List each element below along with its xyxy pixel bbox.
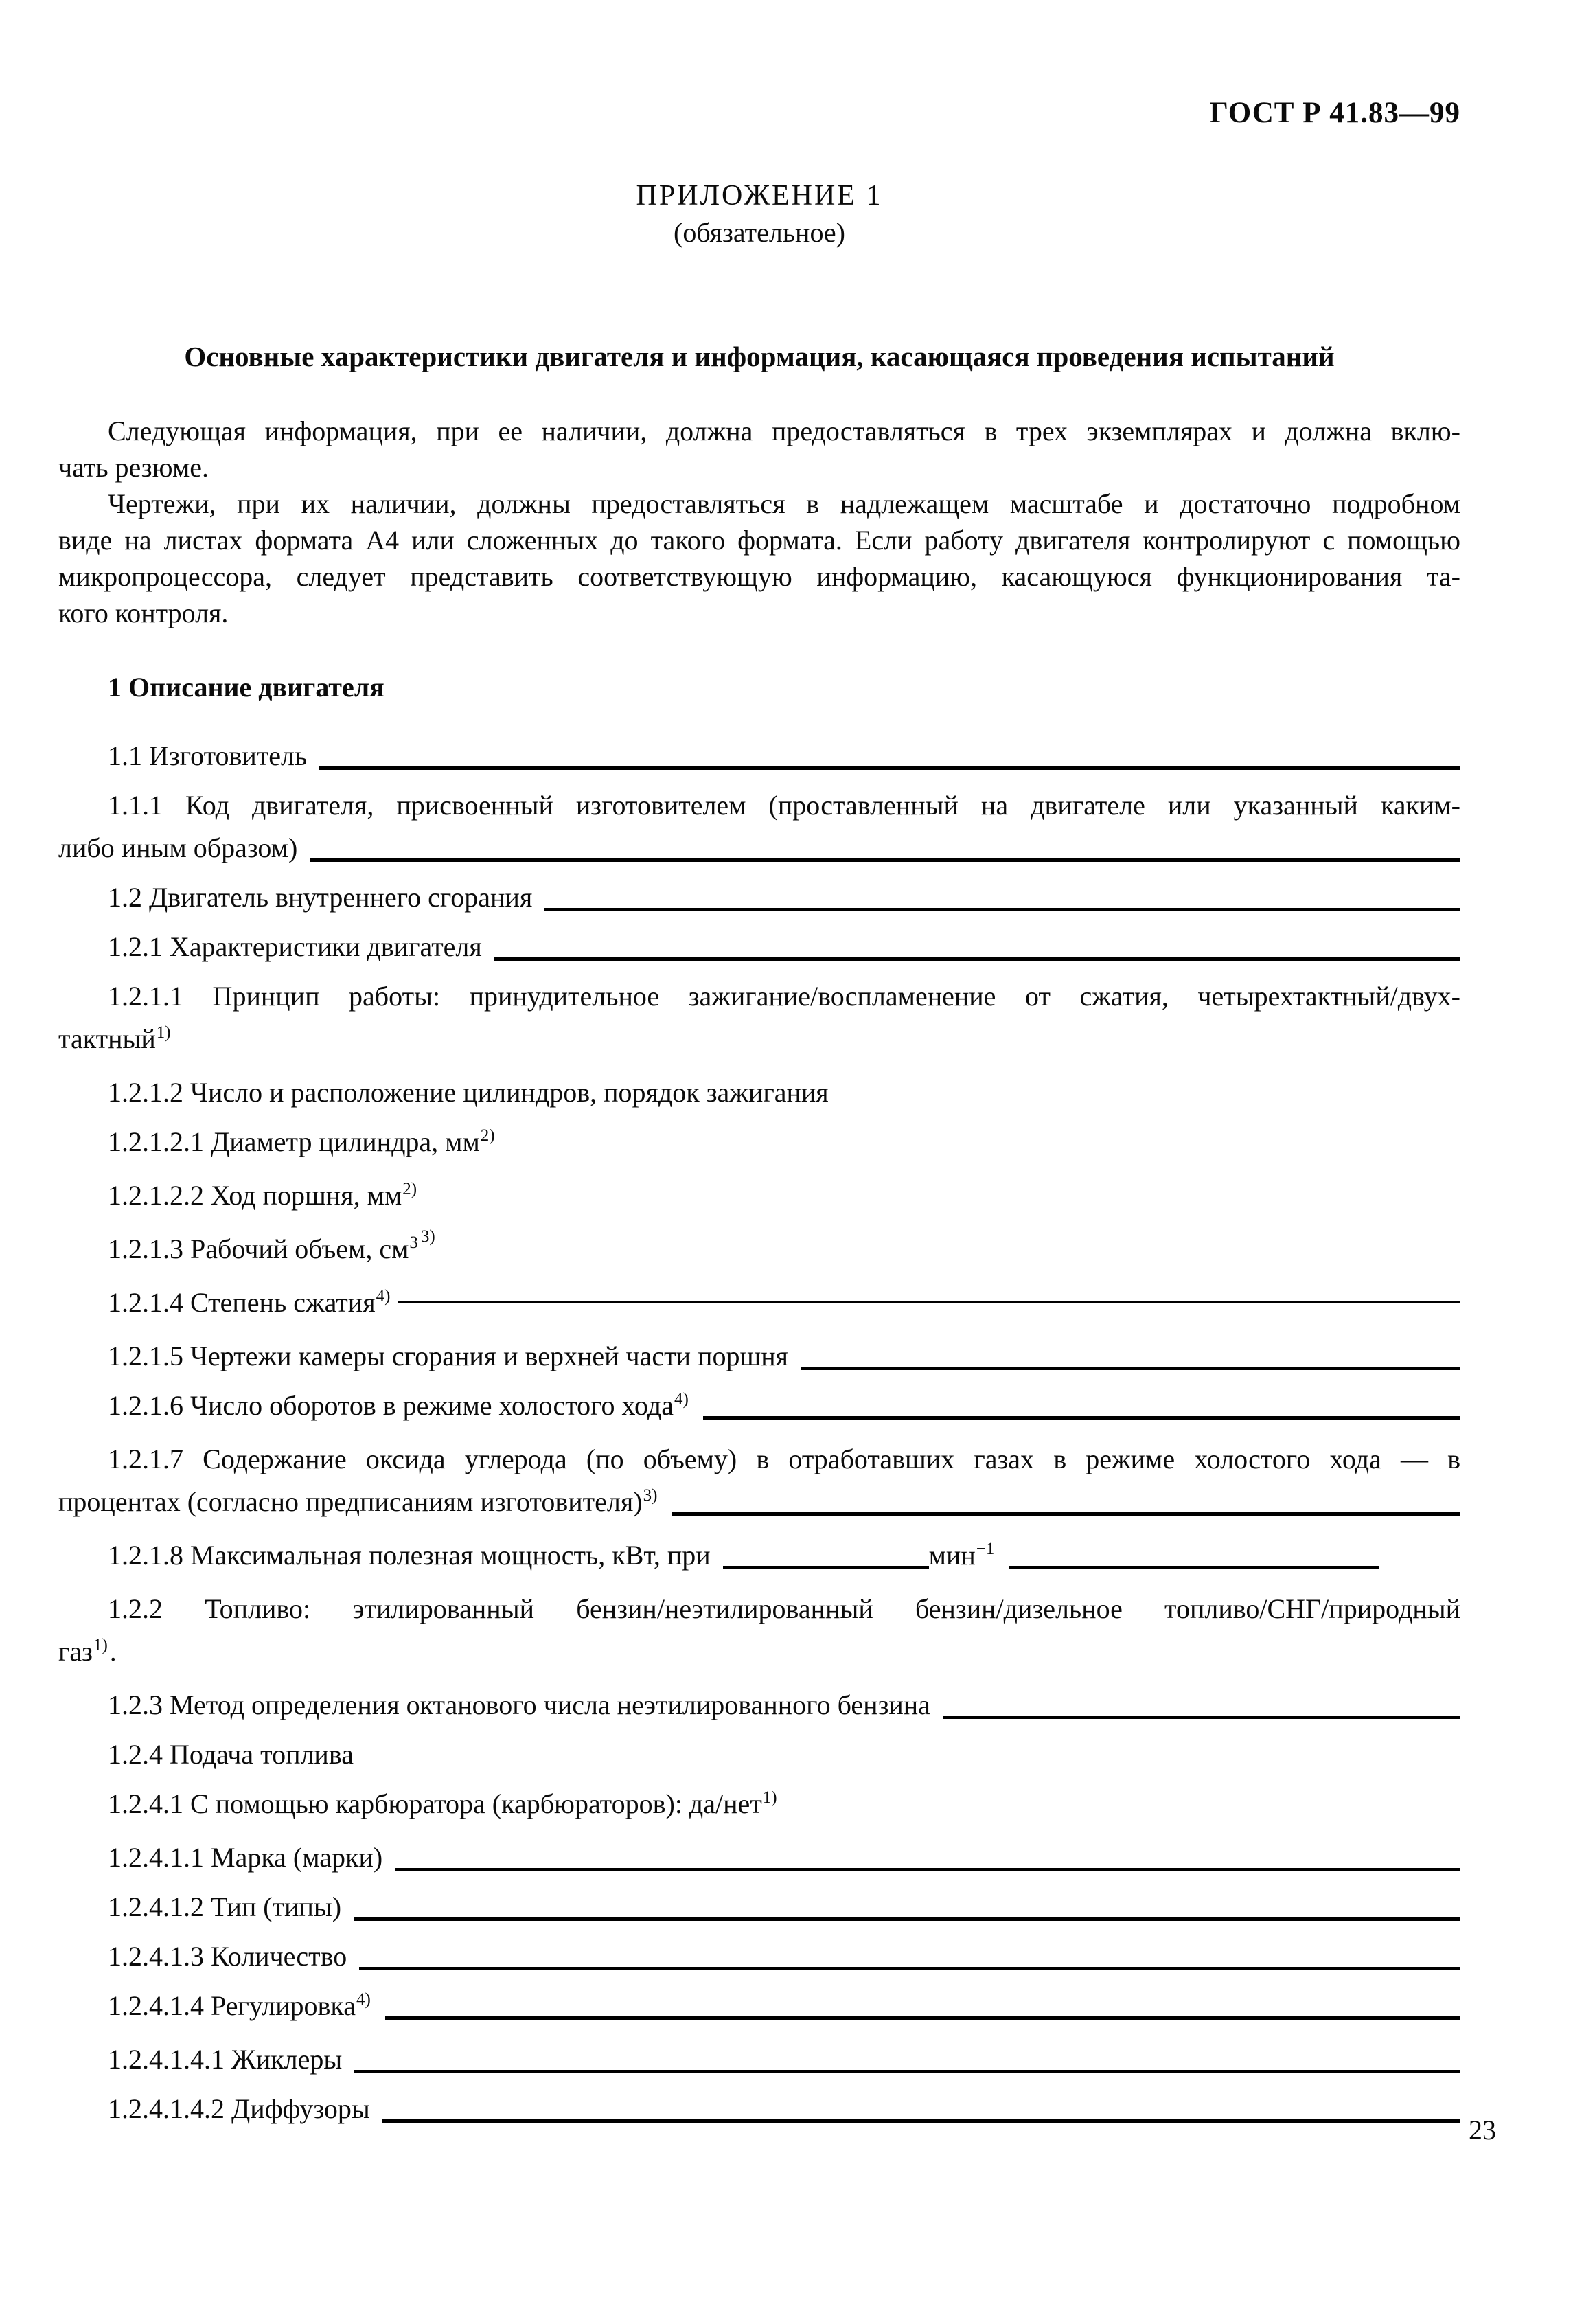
item-text: 1.2 Двигатель внутреннего сгорания [108,882,533,913]
item-text: газ [58,1636,93,1667]
footnote-superscript: 4) [674,1390,689,1409]
item-line [58,1985,1460,2031]
item-line [58,1174,1460,1221]
form-item [58,2088,1460,2130]
item-text: 1.2.4.1.4.1 Жиклеры [108,2044,343,2075]
item-line [58,1836,1460,1879]
item-line [58,1228,1460,1275]
blank-line [943,1716,1460,1719]
item-line [58,827,1460,869]
blank-line [310,858,1460,862]
blank-line [354,2070,1460,2073]
item-line [58,1018,1460,1064]
blank-line [1009,1566,1379,1569]
item-text: 1.2.4.1.1 Марка (марки) [108,1842,383,1873]
item-text: 1.2.1.2.2 Ход поршня, мм [108,1180,402,1211]
form-item [58,1071,1460,1114]
form-item [58,1438,1460,1527]
blank-line [354,1917,1460,1921]
item-text: 1.2.1.2 Число и расположение цилиндров, порядок зажигания [108,1077,829,1108]
footnote-superscript: 1) [762,1788,777,1807]
item-text: 1.2.1.7 Содержание оксида углерода (по объему) в отработавших газах в режиме холостого хода — в [108,1444,1460,1474]
form-item [58,1836,1460,1879]
form-item [58,1783,1460,1830]
item-line [58,1438,1460,1481]
item-text: 1.2.4.1.4.2 Диффузоры [108,2093,370,2124]
item-text: процентах (согласно предписаниям изготовителя) [58,1486,643,1517]
gost-standard-header: ГОСТ Р 41.83—99 [1209,97,1460,129]
item-text: 1.2.1.4 Степень сжатия [108,1287,376,1318]
paragraph-line: микропроцессора, следует представить соответствующую информацию, касающуюся функционирования та- [58,561,1460,592]
paragraph-line: Чертежи, при их наличии, должны предоставляться в надлежащем масштабе и достаточно подробном [108,488,1460,519]
item-text: 1.2.1.6 Число оборотов в режиме холостого хода [108,1390,674,1421]
footnote-superscript: 1) [156,1023,171,1042]
item-line [58,1385,1460,1431]
item-text: 1.2.1.1 Принцип работы: принудительное зажигание/воспламенение от сжатия, четырехтактный/двух- [108,981,1460,1012]
paragraph-line: чать резюме. [58,452,209,483]
item-line [58,784,1460,827]
blank-line [544,908,1460,911]
paragraph-line: кого контроля. [58,597,229,628]
footnote-superscript: 3) [420,1227,435,1246]
item-line [58,975,1460,1018]
item-text: 1.2.4.1.2 Тип (типы) [108,1891,342,1922]
form-item [58,784,1460,869]
form-item [58,1684,1460,1727]
form-item [58,926,1460,968]
item-text: . [109,1636,117,1667]
item-text: 1.1.1 Код двигателя, присвоенный изготовителем (проставленный на двигателе или указанный каким- [108,790,1460,821]
item-text: 1.2.4.1 С помощью карбюратора (карбюраторов): да/нет [108,1788,762,1819]
form-item [58,1733,1460,1776]
form-item [58,1174,1460,1221]
form-item [58,1935,1460,1978]
blank-line [398,1301,1460,1303]
blank-line [359,1967,1460,1970]
footnote-superscript: 4) [376,1287,391,1306]
item-text: 1.2.2 Топливо: этилированный бензин/неэтилированный бензин/дизельное топливо/СНГ/природный [108,1593,1460,1624]
blank-line [723,1566,929,1569]
item-text: 1.2.3 Метод определения октанового числа неэтилированного бензина [108,1689,930,1720]
form-item [58,1228,1460,1275]
item-text: мин [928,1540,976,1571]
paragraph-line: виде на листах формата А4 или сложенных до такого формата. Если работу двигателя контролируют с помощью [58,525,1460,556]
footnote-superscript: 2) [402,1180,417,1198]
item-line [58,1630,1460,1677]
item-line [58,1886,1460,1928]
blank-line [395,1868,1460,1871]
blank-line [703,1416,1460,1420]
form-item [58,1886,1460,1928]
item-line [58,1534,1460,1581]
item-line [58,2088,1460,2130]
blank-line [385,2016,1460,2020]
blank-line [382,2119,1460,2123]
footnote-superscript: 2) [480,1126,495,1145]
item-text: либо иным образом) [58,832,298,863]
footnote-superscript: 4) [356,1990,371,2009]
form-item [58,1588,1460,1677]
blank-line [672,1512,1460,1516]
item-line [58,1684,1460,1727]
item-line [58,926,1460,968]
item-text: 1.2.4 Подача топлива [108,1739,354,1770]
form-item [58,876,1460,919]
item-line [58,1335,1460,1378]
item-line [58,876,1460,919]
item-text: 1.2.1 Характеристики двигателя [108,931,482,962]
intro [58,413,1460,631]
item-line [58,1588,1460,1630]
footnote-superscript: 3) [643,1486,658,1505]
item-text: 1.2.4.1.3 Количество [108,1941,347,1972]
item-text: 1.2.1.5 Чертежи камеры сгорания и верхней части поршня [108,1341,789,1371]
item-line [58,1783,1460,1830]
item-text: тактный [58,1023,156,1054]
footnote-superscript: −1 [976,1540,995,1558]
blank-line [801,1367,1460,1370]
item-text: 1.1 Изготовитель [108,740,308,771]
item-line [58,1071,1460,1114]
form-item [58,1385,1460,1431]
item-line [58,1121,1460,1167]
footnote-superscript: 3 [409,1233,418,1252]
item-text: 1.2.1.8 Максимальная полезная мощность, кВт, при [108,1540,711,1571]
paragraph-line: Следующая информация, при ее наличии, должна предоставляться в трех экземплярах и должна вклю- [108,415,1460,446]
form-item [58,1281,1460,1328]
form-item [58,1121,1460,1167]
form-items [58,735,1460,2130]
item-line [58,1935,1460,1978]
form-item [58,975,1460,1064]
item-text: 1.2.1.2.1 Диаметр цилиндра, мм [108,1126,480,1157]
blank-line [494,957,1460,961]
form-item [58,1985,1460,2031]
form-item [58,1335,1460,1378]
item-text: 1.2.4.1.4 Регулировка [108,1990,356,2021]
item-text: 1.2.1.3 Рабочий объем, см [108,1233,409,1264]
item-line [58,2038,1460,2081]
item-line [58,1733,1460,1776]
form-item [58,1534,1460,1581]
section-heading: 1 Описание двигателя [108,672,384,703]
form-item [58,735,1460,777]
footnote-superscript: 1) [93,1636,108,1654]
item-line [58,735,1460,777]
form-item [58,2038,1460,2081]
item-line [58,1481,1460,1527]
blank-line [319,766,1460,770]
appendix-subtitle: (обязательное) [674,217,845,248]
appendix-title: ПРИЛОЖЕНИЕ 1 [636,180,883,212]
page-number: 23 [1469,2115,1496,2145]
item-line [58,1281,1460,1328]
document-title: Основные характеристики двигателя и информация, касающаяся проведения испытаний [184,341,1335,372]
